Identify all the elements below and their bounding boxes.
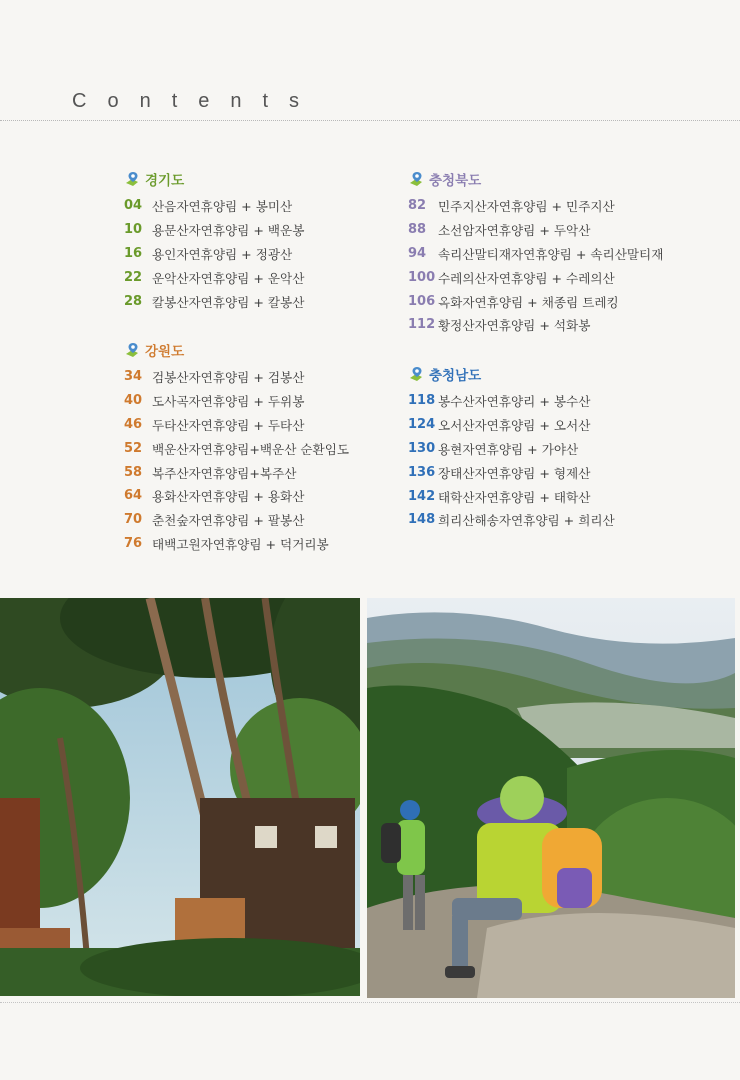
entry-page-number: 46 [124,416,143,432]
entry-page-number: 04 [124,198,143,214]
entry-page-number: 10 [124,222,143,238]
toc-entry[interactable] [408,437,615,461]
entry-page-number: 148 [408,512,436,528]
section-gangwon [124,339,349,555]
section-heading [124,339,349,361]
toc-list-chungnam [408,389,615,532]
entry-page-number: 88 [408,222,427,238]
entry-page-number: 118 [408,393,436,409]
entry-page-number: 130 [408,440,436,456]
toc-entry[interactable] [408,508,615,532]
toc-entry[interactable] [408,484,615,508]
toc-list-chungbuk [408,194,663,337]
bottom-divider [0,1002,740,1003]
entry-page-number: 16 [124,245,143,261]
forest-cabin-photo [0,598,360,996]
toc-entry[interactable] [124,436,349,460]
section-heading [408,168,663,190]
toc-entry[interactable] [408,194,663,218]
entry-title: 장태산자연휴양림 + 형제산 [438,465,591,481]
entry-title: 용현자연휴양림 + 가야산 [438,441,579,457]
toc-entry[interactable] [124,508,349,532]
entry-page-number: 82 [408,198,427,214]
toc-entry[interactable] [408,313,663,337]
entry-title: 두타산자연휴양림 + 두타산 [152,417,305,433]
section-heading-label: 충청남도 [429,368,482,384]
hikers-mountain-photo [367,598,735,998]
entry-title: 용문산자연휴양림 + 백운봉 [152,223,305,239]
section-heading [408,363,615,385]
entry-title: 산음자연휴양림 + 봉미산 [152,199,293,215]
entry-title: 민주지산자연휴양림 + 민주지산 [438,199,615,215]
page-title: Contents [72,90,321,112]
entry-title: 희리산해송자연휴양림 + 희리산 [438,513,615,529]
entry-page-number: 136 [408,464,436,480]
toc-entry[interactable] [408,389,615,413]
title-divider [0,120,740,121]
toc-list-gangwon [124,365,349,555]
section-heading-label: 강원도 [145,344,185,360]
toc-entry[interactable] [124,289,304,313]
toc-entry[interactable] [124,265,304,289]
toc-entry[interactable] [124,194,304,218]
section-heading-label: 경기도 [145,173,185,189]
map-pin-icon [124,341,142,359]
entry-title: 소선암자연휴양림 + 두악산 [438,223,591,239]
entry-title: 속리산말티재자연휴양림 + 속리산말티재 [438,246,664,262]
entry-title: 오서산자연휴양림 + 오서산 [438,418,591,434]
map-pin-icon [408,170,426,188]
entry-title: 용화산자연휴양림 + 용화산 [152,489,305,505]
section-heading-label: 충청북도 [429,173,482,189]
entry-page-number: 76 [124,535,143,551]
toc-entry[interactable] [124,242,304,266]
entry-title: 백운산자연휴양림+백운산 순환임도 [152,441,350,457]
entry-title: 칼봉산자연휴양림 + 칼봉산 [152,294,305,310]
toc-entry[interactable] [408,289,663,313]
section-heading [124,168,304,190]
section-gyeonggi [124,168,304,313]
entry-title: 황정산자연휴양림 + 석화봉 [438,318,591,334]
entry-page-number: 64 [124,488,143,504]
toc-list-gyeonggi [124,194,304,313]
section-chungnam [408,363,615,532]
entry-page-number: 100 [408,269,436,285]
entry-page-number: 22 [124,269,143,285]
toc-entry[interactable] [124,389,349,413]
entry-page-number: 124 [408,417,436,433]
map-pin-icon [124,170,142,188]
entry-title: 수레의산자연휴양림 + 수레의산 [438,270,615,286]
entry-title: 검봉산자연휴양림 + 검봉산 [152,370,305,386]
toc-entry[interactable] [124,460,349,484]
section-chungbuk [408,168,663,337]
toc-entry[interactable] [124,365,349,389]
entry-title: 봉수산자연휴양리 + 봉수산 [438,394,591,410]
entry-page-number: 106 [408,293,436,309]
toc-entry[interactable] [408,218,663,242]
entry-title: 옥화자연휴양림 + 채종림 트레킹 [438,294,619,310]
entry-title: 용인자연휴양림 + 정광산 [152,246,293,262]
entry-page-number: 52 [124,440,143,456]
entry-page-number: 142 [408,488,436,504]
entry-title: 춘천숲자연휴양림 + 팔봉산 [152,513,305,529]
toc-entry[interactable] [408,413,615,437]
entry-page-number: 58 [124,464,143,480]
entry-page-number: 28 [124,293,143,309]
toc-entry[interactable] [124,413,349,437]
toc-entry[interactable] [408,265,663,289]
entry-title: 도사곡자연휴양림 + 두위봉 [152,394,305,410]
toc-entry[interactable] [408,460,615,484]
entry-page-number: 40 [124,393,143,409]
entry-page-number: 70 [124,512,143,528]
entry-page-number: 94 [408,245,427,261]
toc-entry[interactable] [124,218,304,242]
toc-entry[interactable] [124,532,349,556]
entry-page-number: 112 [408,317,436,333]
entry-title: 태백고원자연휴양림 + 덕거리봉 [152,536,329,552]
entry-title: 복주산자연휴양림+복주산 [152,465,297,481]
toc-entry[interactable] [124,484,349,508]
entry-title: 태학산자연휴양림 + 태학산 [438,489,591,505]
entry-title: 운악산자연휴양림 + 운악산 [152,270,305,286]
toc-entry[interactable] [408,242,663,266]
entry-page-number: 34 [124,369,143,385]
map-pin-icon [408,365,426,383]
